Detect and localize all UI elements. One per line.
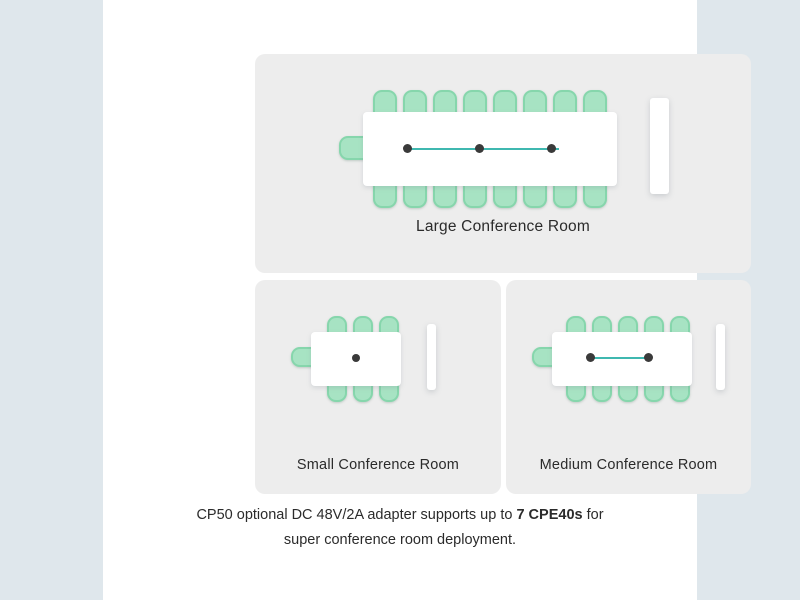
card-label-small: Small Conference Room bbox=[296, 457, 460, 473]
caption-line2: super conference room deployment. bbox=[283, 532, 517, 548]
access-point bbox=[475, 144, 484, 153]
wall-display bbox=[650, 98, 669, 194]
caption-suffix: for bbox=[582, 507, 604, 523]
access-point bbox=[403, 144, 412, 153]
wall-display bbox=[427, 324, 436, 390]
medium-room-scene bbox=[536, 316, 726, 402]
access-point bbox=[644, 353, 653, 362]
card-large-conference-room bbox=[255, 54, 751, 273]
room-cards bbox=[255, 54, 751, 494]
card-label-large: Large Conference Room bbox=[416, 218, 590, 235]
wall-display bbox=[716, 324, 725, 390]
chair-seat bbox=[293, 349, 313, 365]
small-room-scene bbox=[295, 316, 465, 402]
diagram-canvas bbox=[103, 0, 718, 600]
chair-seat bbox=[534, 349, 554, 365]
access-point bbox=[586, 353, 595, 362]
caption-prefix: CP50 optional DC 48V/2A adapter supports up to bbox=[196, 507, 517, 523]
card-label-medium: Medium Conference Room bbox=[539, 457, 718, 473]
ap-link-line bbox=[590, 357, 648, 359]
conference-table bbox=[552, 332, 692, 386]
card-medium-conference-room bbox=[506, 280, 751, 494]
access-point bbox=[547, 144, 556, 153]
large-room-scene bbox=[345, 90, 675, 208]
access-point bbox=[352, 354, 360, 362]
caption-highlight: 7 CPE40s bbox=[516, 507, 583, 523]
caption bbox=[103, 503, 697, 553]
card-small-conference-room bbox=[255, 280, 501, 494]
